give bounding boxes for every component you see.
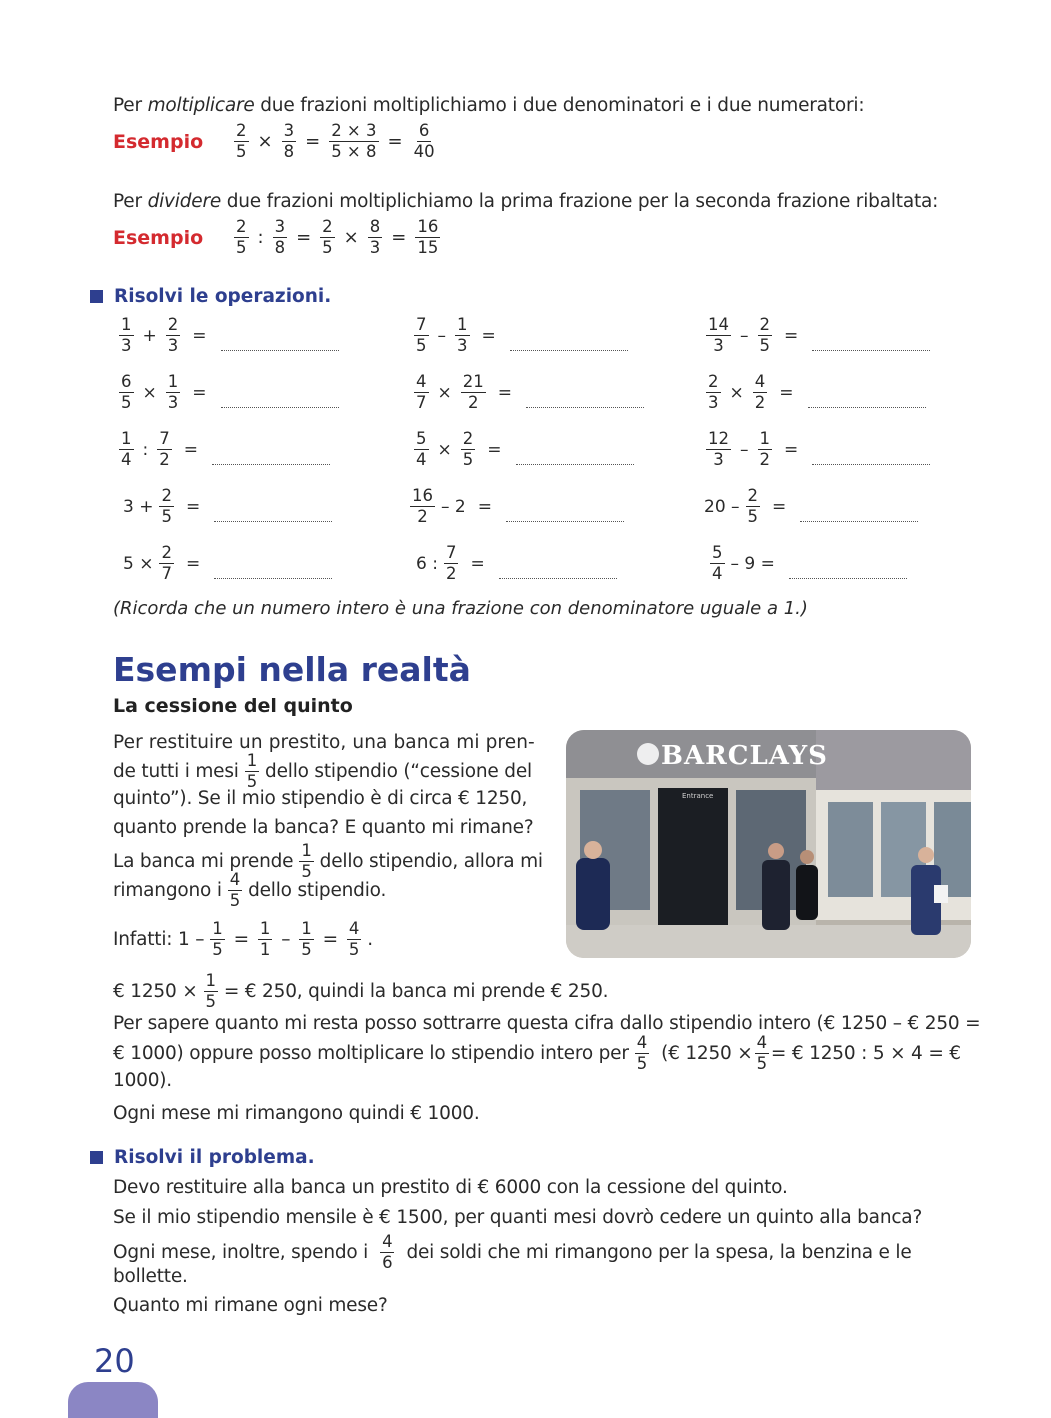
fraction: $\frac{3}{8}$ <box>283 121 295 161</box>
answer-blank[interactable] <box>526 394 644 408</box>
fraction: $\frac{16}{15}$ <box>417 217 439 257</box>
section-heading: Esempi nella realtà <box>113 650 471 689</box>
problem-line: Quanto mi rimane ogni mese? <box>113 1295 388 1316</box>
fraction: $\frac{3}{8}$ <box>274 217 286 257</box>
fraction: $\frac{2}{5}$ <box>236 121 247 161</box>
answer-blank[interactable] <box>789 565 907 579</box>
exercise: $\frac{4}{7}$ × $\frac{21}{2}$ = <box>408 373 644 412</box>
section-subheading: La cessione del quinto <box>113 695 353 717</box>
eagle-logo-icon <box>637 743 659 765</box>
answer-blank[interactable] <box>812 337 930 351</box>
fraction: $\frac{2}{5}$ <box>236 217 247 257</box>
exercise: $\frac{5}{4}$ × $\frac{2}{5}$ = <box>408 430 634 469</box>
answer-blank[interactable] <box>812 451 930 465</box>
paragraph-line: Ogni mese mi rimangono quindi € 1000. <box>113 1103 480 1124</box>
exercise: $\frac{1}{4}$ : $\frac{7}{2}$ = <box>113 430 330 469</box>
answer-blank[interactable] <box>221 394 339 408</box>
paragraph-line: rimangono i $\frac{4}{5}$ dello stipendio. <box>113 870 387 910</box>
answer-blank[interactable] <box>808 394 926 408</box>
problem-line: Se il mio stipendio mensile è € 1500, per quanti mesi dovrò cedere un quinto alla banca? <box>113 1207 923 1228</box>
exercise: $\frac{14}{3}$ – $\frac{2}{5}$ = <box>700 316 930 355</box>
page-tab <box>68 1382 158 1418</box>
bank-photo <box>566 730 971 958</box>
answer-blank[interactable] <box>510 337 628 351</box>
reminder-note: (Ricorda che un numero intero è una frazione con denominatore uguale a 1.) <box>113 598 808 619</box>
exercise: $\frac{12}{3}$ – $\frac{1}{2}$ = <box>700 430 930 469</box>
example-divide: Esempio $\frac{2}{5}$ : $\frac{3}{8}$ = $\frac{2}{5}$ × $\frac{8}{3}$ = $\frac{16}{15}$ <box>113 217 439 257</box>
answer-blank[interactable] <box>506 508 624 522</box>
barclays-sign: BARCLAYS <box>661 741 828 771</box>
paragraph-line: 1000). <box>113 1070 172 1091</box>
exercise: $\frac{2}{3}$ × $\frac{4}{2}$ = <box>700 373 926 412</box>
paragraph-line: de tutti i mesi $\frac{1}{5}$ dello stipendio (“cessione del <box>113 751 532 791</box>
example-multiply: Esempio $\frac{2}{5}$ × $\frac{3}{8}$ = $\frac{2 \times 3}{5 \times 8}$ = $\frac{6}{40}$ <box>113 121 435 161</box>
exercise: $\frac{7}{5}$ – $\frac{1}{3}$ = <box>408 316 628 355</box>
paragraph-line: La banca mi prende $\frac{1}{5}$ dello stipendio, allora mi <box>113 841 543 881</box>
paragraph-line: quanto prende la banca? E quanto mi rimane? <box>113 817 534 838</box>
calculation-line: € 1250 × $\frac{1}{5}$ = € 250, quindi la banca mi prende € 250. <box>113 971 609 1011</box>
answer-blank[interactable] <box>800 508 918 522</box>
square-bullet-icon <box>90 290 103 303</box>
exercise: $\frac{5}{4}$ – 9 = <box>704 544 907 583</box>
exercise: $\frac{6}{5}$ × $\frac{1}{3}$ = <box>113 373 339 412</box>
fraction: $\frac{2}{5}$ <box>322 217 333 257</box>
paragraph-line: € 1000) oppure posso moltiplicare lo stipendio intero per $\frac{4}{5}$ (€ 1250 × $\frac{4}{5}$ = € 1250 : 5 × 4 = € <box>113 1033 961 1073</box>
paragraph-line: Per restituire un prestito, una banca mi pren- <box>113 732 535 753</box>
multiply-rule: Per moltiplicare due frazioni moltiplichiamo i due denominatori e i due numeratori: <box>113 95 865 116</box>
problem-line: Devo restituire alla banca un prestito di € 6000 con la cessione del quinto. <box>113 1177 788 1198</box>
problem-line: bollette. <box>113 1266 188 1287</box>
paragraph-line: Per sapere quanto mi resta posso sottrarre questa cifra dallo stipendio intero (€ 1250 – € 250 = <box>113 1013 981 1034</box>
paragraph-line: quinto”). Se il mio stipendio è di circa € 1250, <box>113 788 528 809</box>
answer-blank[interactable] <box>499 565 617 579</box>
answer-blank[interactable] <box>214 508 332 522</box>
example-label: Esempio <box>113 226 204 249</box>
answer-blank[interactable] <box>214 565 332 579</box>
page-number: 20 <box>94 1342 135 1380</box>
exercise: $\frac{16}{2}$ – 2 = <box>404 487 624 526</box>
exercise: $\frac{1}{3}$ + $\frac{2}{3}$ = <box>113 316 339 355</box>
exercise: 6 : $\frac{7}{2}$ = <box>416 544 617 583</box>
fraction: $\frac{8}{3}$ <box>369 217 381 257</box>
example-label: Esempio <box>113 130 204 153</box>
task-solve-operations: Risolvi le operazioni. <box>90 285 331 309</box>
exercise: 20 – $\frac{2}{5}$ = <box>704 487 918 526</box>
square-bullet-icon <box>90 1151 103 1164</box>
problem-line: Ogni mese, inoltre, spendo i $\frac{4}{6}$ dei soldi che mi rimangono per la spesa, la benzina e le <box>113 1232 912 1272</box>
barclays-branch-image <box>566 730 971 958</box>
answer-blank[interactable] <box>221 337 339 351</box>
fraction: $\frac{2 \times 3}{5 \times 8}$ <box>331 121 377 161</box>
exercise: 5 × $\frac{2}{7}$ = <box>123 544 332 583</box>
door-label: Entrance <box>682 792 714 800</box>
divide-rule: Per dividere due frazioni moltiplichiamo la prima frazione per la seconda frazione ribaltata: <box>113 191 939 212</box>
exercise: 3 + $\frac{2}{5}$ = <box>123 487 332 526</box>
answer-blank[interactable] <box>516 451 634 465</box>
infatti-calculation: Infatti: 1 – $\frac{1}{5}$ = $\frac{1}{1}$ – $\frac{1}{5}$ = $\frac{4}{5}$ . <box>113 919 373 959</box>
fraction: $\frac{6}{40}$ <box>413 121 435 161</box>
task-solve-problem: Risolvi il problema. <box>90 1146 315 1170</box>
answer-blank[interactable] <box>212 451 330 465</box>
